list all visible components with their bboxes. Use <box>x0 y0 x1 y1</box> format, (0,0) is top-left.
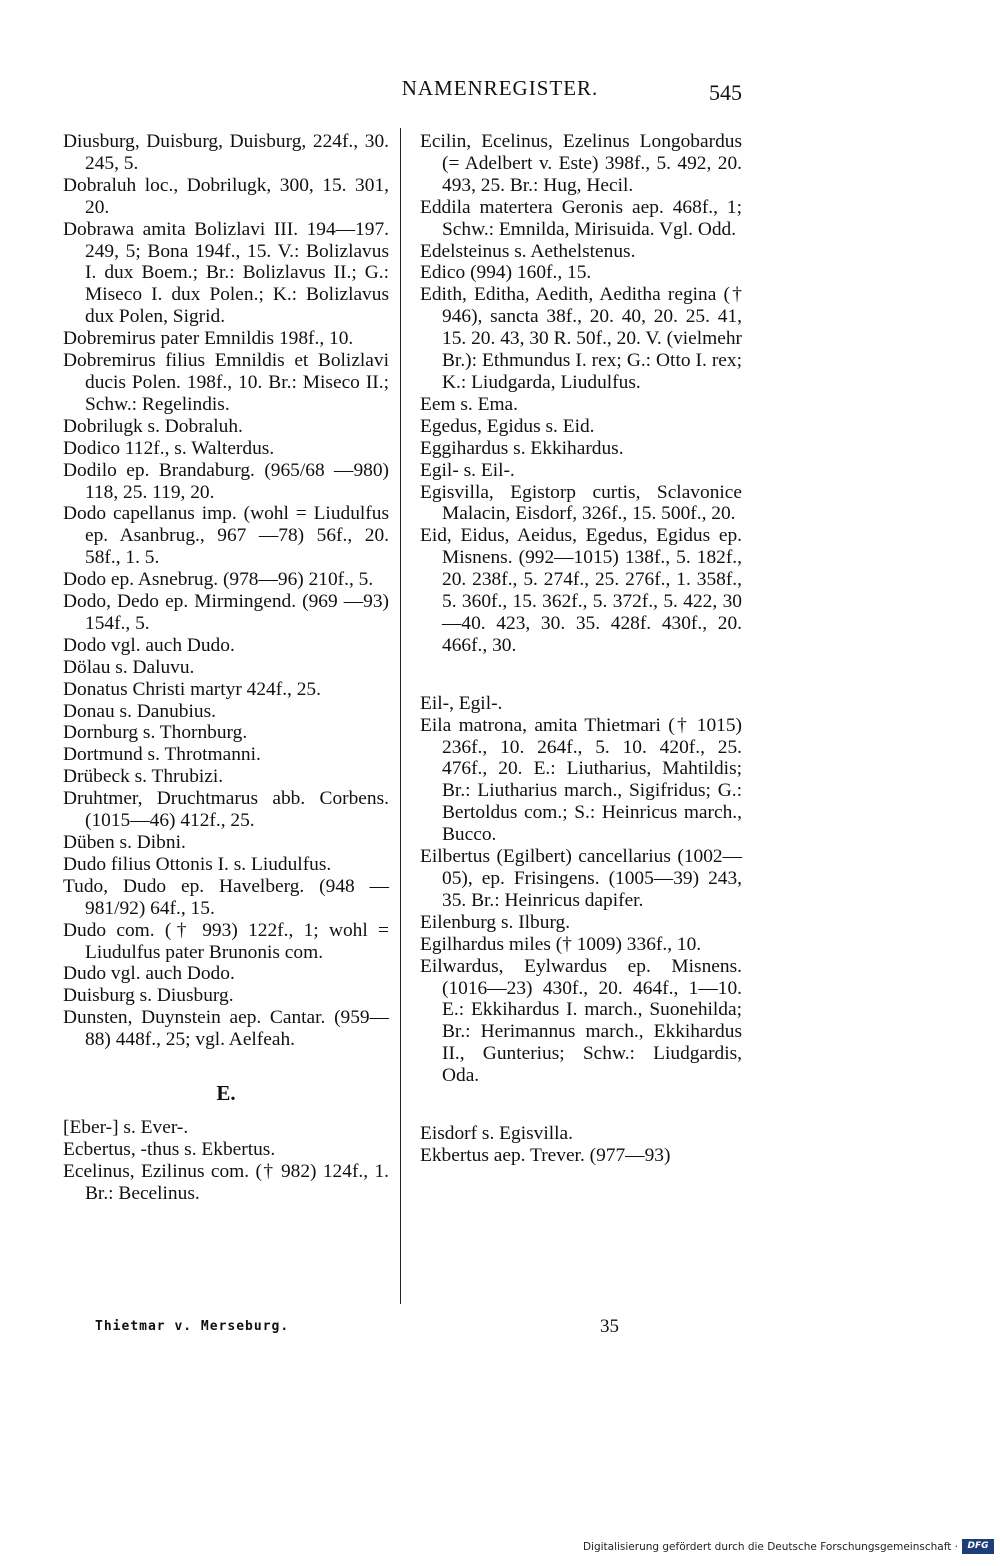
index-entry: Dodo vgl. auch Dudo. <box>63 634 235 656</box>
index-entry: Dudo filius Ottonis I. s. Liudulfus. <box>63 853 332 875</box>
index-entry: Eilwardus, Eylwardus ep. Misnens. (1016—23) 430f., 20. 464f., 1—10. E.: Ekkihardus I. march., Suonehilda; Br.: Herimannus march., Ekkihardus II., Gunterius; Schw.: Liudgardis, Oda. <box>420 955 742 1087</box>
index-entry: Ecelinus, Ezilinus com. († 982) 124f., 1. Br.: Becelinus. <box>63 1160 389 1204</box>
index-entry: Donau s. Danubius. <box>63 700 216 722</box>
index-entry: Dodilo ep. Brandaburg. (965/68 —980) 118, 25. 119, 20. <box>63 459 389 503</box>
index-entry: Duisburg s. Diusburg. <box>63 985 234 1007</box>
index-entry: Dobraluh loc., Dobrilugk, 300, 15. 301, 20. <box>63 174 389 218</box>
left-column <box>63 131 389 1205</box>
index-entry: Dunsten, Duynstein aep. Cantar. (959—88) 448f., 25; vgl. Aelfeah. <box>63 1007 389 1051</box>
spacer <box>63 1051 389 1073</box>
entries-block-a <box>63 131 389 1051</box>
index-entry: Edith, Editha, Aedith, Aeditha regina († 946), sancta 38f., 20. 40, 20. 25. 41, 15. 20. 43, 30 R. 50f., 20. V. (vielmehr Br.): Ethmundus I. rex; G.: Otto I. rex; K.: Liudgarda, Liudulfus. <box>420 284 742 393</box>
index-entry: Dodo capellanus imp. (wohl = Liudulfus ep. Asanbrug., 967 —78) 56f., 20. 58f., 1. 5. <box>63 503 389 569</box>
index-entry: Dornburg s. Thornburg. <box>63 722 248 744</box>
index-entry: Edico (994) 160f., 15. <box>420 262 592 284</box>
index-entry: Eilbertus (Egilbert) cancellarius (1002—05), ep. Frisingens. (1005—39) 243, 35. Br.: Heinricus dapifer. <box>420 846 742 911</box>
index-entry: Diusburg, Duisburg, Duisburg, 224f., 30. 245, 5. <box>63 131 389 174</box>
index-entry: Ekbertus aep. Trever. (977—93) <box>420 1144 671 1166</box>
index-entry: Dodo, Dedo ep. Mirmingend. (969 —93) 154f., 5. <box>63 591 389 634</box>
entries-block-a <box>420 131 742 657</box>
spacer <box>420 657 742 693</box>
page-number: 545 <box>709 80 742 105</box>
index-entry: Dobremirus pater Emnildis 198f., 10. <box>63 328 354 350</box>
index-entry: Egisvilla, Egistorp curtis, Sclavonice Malacin, Eisdorf, 326f., 15. 500f., 20. <box>420 481 742 525</box>
index-entry: Eid, Eidus, Aeidus, Egedus, Egidus ep. Misnens. (992—1015) 138f., 5. 182f., 20. 238f., 5. 274f., 25. 276f., 1. 358f., 5. 360f., 15. 362f., 5. 372f., 5. 422, 30—40. 423, 30. 35. 428f. 430f., 20. 466f., 30. <box>420 525 742 656</box>
index-entry: Eila matrona, amita Thietmari († 1015) 236f., 10. 264f., 5. 10. 420f., 25. 476f., 20. E.: Liutharius, Mahtildis; Br.: Liutharius march., Sigifridus; G.: Bertoldus com.; S.: Heinricus march., Bucco. <box>420 714 742 846</box>
right-column <box>420 131 742 1167</box>
index-entry: Eil-, Egil-. <box>420 692 503 714</box>
index-entry: Düben s. Dibni. <box>63 832 186 853</box>
index-entry: Tudo, Dudo ep. Havelberg. (948 —981/92) 64f., 15. <box>63 875 389 919</box>
index-entry: Egedus, Egidus s. Eid. <box>420 415 595 437</box>
index-entry: Edelsteinus s. Aethelstenus. <box>420 240 636 262</box>
entries-block-b <box>63 1117 389 1205</box>
index-entry: Dortmund s. Throtmanni. <box>63 744 261 766</box>
index-entry: Ecilin, Ecelinus, Ezelinus Longobardus (= Adelbert v. Este) 398f., 5. 492, 20. 493, 25. Br.: Hug, Hecil. <box>420 131 742 196</box>
index-entry: Egilhardus miles († 1009) 336f., 10. <box>420 933 702 955</box>
index-entry: Druhtmer, Druchtmarus abb. Corbens. (1015—46) 412f., 25. <box>63 788 389 832</box>
index-entry: Eisdorf s. Egisvilla. <box>420 1123 573 1145</box>
index-entry: Dudo com. († 993) 122f., 1; wohl = Liudulfus pater Brunonis com. <box>63 919 389 963</box>
digitization-credit: Digitalisierung gefördert durch die Deutsche Forschungsgemeinschaft · <box>582 1541 958 1553</box>
page-title: NAMENREGISTER. <box>401 76 599 100</box>
sheet-signature: 35 <box>600 1316 619 1337</box>
section-letter: E. <box>216 1081 236 1106</box>
entries-block-c <box>420 1123 742 1167</box>
index-entry: [Eber-] s. Ever-. <box>63 1116 189 1138</box>
index-entry: Eddila matertera Geronis aep. 468f., 1; Schw.: Emnilda, Mirisuida. Vgl. Odd. <box>420 196 742 240</box>
column-rule <box>400 128 401 1304</box>
index-entry: Dobrawa amita Bolizlavi III. 194—197. 249, 5; Bona 194f., 15. V.: Bolizlavus I. dux Boem.; Br.: Bolizlavus II.; G.: Miseco I. dux Polen.; K.: Bolizlavus dux Polen, Sigrid. <box>63 218 389 328</box>
footer-left-text: Thietmar v. Merseburg. <box>95 1319 290 1334</box>
index-entry: Dobrilugk s. Dobraluh. <box>63 415 243 437</box>
spacer <box>420 1087 742 1123</box>
index-entry: Eilenburg s. Ilburg. <box>420 911 571 933</box>
index-entry: Drübeck s. Thrubizi. <box>63 766 224 788</box>
index-entry: Dobremirus filius Emnildis et Bolizlavi ducis Polen. 198f., 10. Br.: Miseco II.; Schw.: Regelindis. <box>63 350 389 415</box>
index-entry: Donatus Christi martyr 424f., 25. <box>63 678 321 700</box>
index-entry: Dudo vgl. auch Dodo. <box>63 963 235 985</box>
index-entry: Eem s. Ema. <box>420 393 519 415</box>
index-entry: Ecbertus, -thus s. Ekbertus. <box>63 1138 276 1160</box>
index-entry: Eggihardus s. Ekkihardus. <box>420 437 624 459</box>
index-entry: Egil- s. Eil-. <box>420 459 515 481</box>
index-entry: Dölau s. Daluvu. <box>63 656 195 678</box>
dfg-logo-icon: DFG <box>962 1539 994 1554</box>
index-entry: Dodo ep. Asnebrug. (978—96) 210f., 5. <box>63 569 374 591</box>
index-entry: Dodico 112f., s. Walterdus. <box>63 437 275 459</box>
entries-block-b <box>420 693 742 1087</box>
